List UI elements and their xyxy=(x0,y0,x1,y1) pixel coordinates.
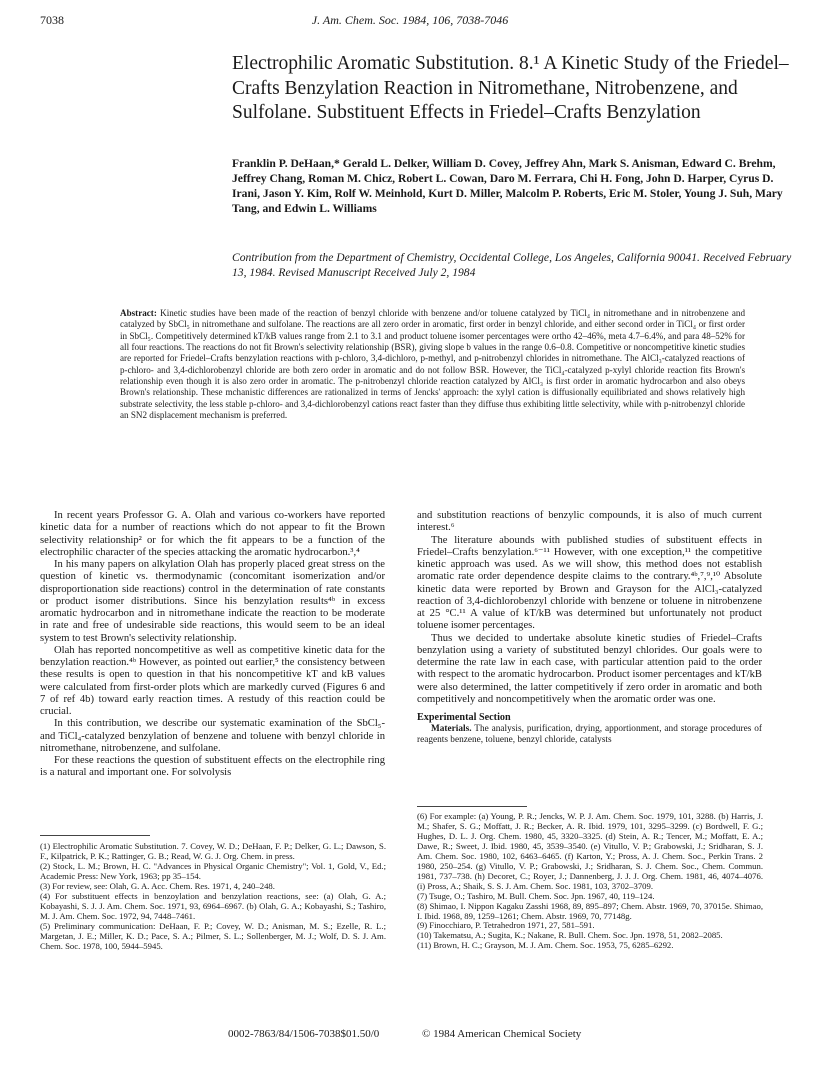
footnote: (6) For example: (a) Young, P. R.; Jencks, W. P. J. Am. Chem. Soc. 1979, 101, 3288. (b) Harris, J. M.; Shafer, S. G.; Moffatt, J. R.; Becker, A. R. Ibid. 1979, 101, 3295–3299. (c) Bordwell, F. G.; Hughes, D. L. J. Org. Chem. 1980, 45, 3320–3325. (d) Stein, A. R.; Tencer, M.; Moffatt, E. A.; Dawe, R.; Sweet, J. Ibid. 1980, 45, 3539–3540. (e) Vitullo, V. P.; Grabowski, J.; Sridharan, S. J. Am. Chem. Soc. 1980, 102, 6463–6465. (f) Karton, Y.; Pross, A. J. Chem. Soc., Perkin Trans. 2 1980, 250–254. (g) Vitullo, V. P.; Grabowski, J.; Sridharan, S. J. Chem. Soc., Chem. Commun. 1981, 737–738. (h) Decoret, C.; Royer, J.; Dannenberg, J. J. J. Org. Chem. 1981, 46, 4074–4076. (i) Pross, A.; Shaik, S. S. J. Am. Chem. Soc. 1981, 103, 3702–3709. xyxy=(417,811,763,891)
experimental-text: The analysis, purification, drying, apportionment, and storage procedures of reagents benzene, toluene, benzyl chloride, catalysts xyxy=(417,724,762,746)
footnotes-right xyxy=(417,812,763,951)
footnote-divider xyxy=(417,806,527,807)
body-paragraph: In his many papers on alkylation Olah has properly placed great stress on the question of kinetic vs. thermodynamic (concomitant isomerization and/or disproportionation side reactions) control in the determination of rate constants or product isomer distributions. Since his benzylation results⁴ᵇ in excess aromatic hydrocarbon and in nitromethane indicate the reaction to be moderate in rate and free of undesirable side reactions, this would seem to be an ideal system to test Brown's selectivity relationship. xyxy=(40,559,385,644)
body-paragraph: In this contribution, we describe our systematic examination of the SbCl₅- and TiCl₄-catalyzed benzylation of benzene and toluene with benzyl chloride in nitromethane, nitrobenzene, and sulfolane. xyxy=(40,718,385,754)
footnotes-left xyxy=(40,842,386,951)
body-paragraph: and substitution reactions of benzylic compounds, it is also of much current interest.⁶ xyxy=(417,510,762,534)
footnote: (9) Finocchiaro, P. Tetrahedron 1971, 27, 581–591. xyxy=(417,920,595,931)
body-paragraph: The literature abounds with published studies of substituent effects in Friedel–Crafts benzylation.⁶⁻¹¹ However, with one exception,¹¹ the competitive kinetic approach was used. As we will show, this method does not establish aromatic rate order dependence despite claims to the contrary.⁴ᵇ,⁷,⁹,¹⁰ Absolute kinetic data were reported by Brown and Grayson for the AlCl₃-catalyzed reaction of 3,4-dichlorobenzyl chloride with benzene or toluene in nitrobenzene at 25 °C.¹¹ A value of kT/kB was determined but unfortunately not product toluene isomer percentages. xyxy=(417,534,762,632)
body-paragraph: In recent years Professor G. A. Olah and various co-workers have reported kinetic data for a number of reactions which do not appear to fit the Brown selectivity relationship² or for which the fit appears to be a function of the electrophilic character of the species attacking the aromatic hydrocarbon.³,⁴ xyxy=(40,510,385,558)
article-code: 0002-7863/84/1506-7038$01.50/0 xyxy=(228,1028,380,1040)
body-column-left xyxy=(40,510,385,780)
abstract-label: Abstract: xyxy=(120,308,157,318)
body-paragraph: Thus we decided to undertake absolute kinetic studies of Friedel–Crafts benzylation using a variety of substituted benzyl chlorides. Our goals were to determine the rate law in each case, with particular attention paid to the order with respect to the aromatic hydrocarbon. Product isomer percentages and kT/kB were also determined, the latter competitively if zero order in aromatic and both competitively and noncompetitively when the aromatic order was one. xyxy=(417,632,762,705)
footnote: (3) For review, see: Olah, G. A. Acc. Chem. Res. 1971, 4, 240–248. xyxy=(40,880,275,891)
abstract xyxy=(120,308,745,421)
footnote: (4) For substituent effects in benzoylation and benzylation reactions, see: (a) Olah, G. A.; Kobayashi, S. J. J. Am. Chem. Soc. 1971, 93, 6964–6967. (b) Olah, G. A.; Kobayashi, S.; Tashiro, M. J. Am. Chem. Soc. 1972, 94, 7448–7461. xyxy=(40,890,386,921)
body-paragraph: Olah has reported noncompetitive as well as competitive kinetic data for the benzylation reaction.⁴ᵇ However, as pointed out earlier,⁵ the consistency between these results is open to question in that his noncompetitive kT and kB values were calculated from first-order plots which are markedly curved (Figures 6 and 7 of ref 4b) toward early reaction times. A restudy of this reaction could be crucial. xyxy=(40,644,385,717)
page-number: 7038 xyxy=(40,13,64,27)
footnote: (5) Preliminary communication: DeHaan, F. P.; Covey, W. D.; Anisman, M. S.; Ezelle, R. L.; Margetan, J. E.; Miller, K. D.; Pace, S. A.; Pilmer, S. L.; Sollenberger, M. J.; Wolf, D. S. J. Am. Chem. Soc. 1978, 100, 5944–5945. xyxy=(40,920,386,951)
section-heading: Experimental Section xyxy=(417,712,511,723)
journal-citation: J. Am. Chem. Soc. 1984, 106, 7038-7046 xyxy=(311,13,509,27)
article-title: Electrophilic Aromatic Substitution. 8.¹ A Kinetic Study of the Friedel–Crafts Benzylation Reaction in Nitromethane, Nitrobenzene, and Sulfolane. Substituent Effects in Friedel–Crafts Benzylation xyxy=(232,53,789,123)
abstract-text: Kinetic studies have been made of the reaction of benzyl chloride with benzene and/or toluene catalyzed by TiCl₄ in nitromethane and in nitrobenzene and catalyzed by SbCl₅ in nitromethane and sulfolane. The reactions are all zero order in aromatic, first order in benzyl chloride, and either second order in TiCl₄ or first order in SbCl₅. Competitively determined kT/kB values range from 2.1 to 3.1 and product toluene isomer percentages were ortho 42–46%, meta 4.7–6.4%, and para 48–52% for all four reactions. The reactions do not fit Brown's selectivity relationship (BSR), giving slope b values in the range 0.6–0.8. Competitive or noncompetitive kinetic studies are reported for Friedel–Crafts benzylation reactions with p-chloro, 3,4-dichloro, p-methyl, and p-nitrobenzyl chlorides in nitromethane. The AlCl₃-catalyzed reactions of p-chloro- and 3,4-dichlorobenzyl chloride are both zero order in aromatic and do not follow BSR. However, the TiCl₄-catalyzed p-xylyl chloride reaction fits Brown's relationship even though it is also zero order in aromatic. The p-nitrobenzyl chloride reaction catalyzed by AlCl₃ is first order in aromatic hydrocarbon and also obeys Brown's relationship. These mchanistic differences are rationalized in terms of Jencks' approach: the xylyl cation is diffusionally equilibriated and shows relatively high substrate selectivity, the less stable p-chloro- and 3,4-dichlorobenzyl cations react faster than they diffuse thus exhibiting little selectivity, while with p-nitrobenzyl chloride an SN2 displacement mechanism is preferred. xyxy=(120,308,746,421)
experimental-paragraph xyxy=(417,724,762,746)
runin-heading: Materials. xyxy=(431,724,472,735)
affiliation: Contribution from the Department of Chemistry, Occidental College, Los Angeles, California 90041. Received February 13, 1984. Revised Manuscript Received July 2, 1984 xyxy=(232,251,792,279)
footnote: (8) Shimao, I. Nippon Kagaku Zasshi 1968, 89, 895–897; Chem. Abstr. 1969, 70, 37015e. Shimao, I. Ibid. 1968, 89, 1259–1261; Chem. Abstr. 1969, 70, 77148g. xyxy=(417,900,763,921)
body-column-right xyxy=(417,510,762,746)
copyright: © 1984 American Chemical Society xyxy=(422,1028,582,1040)
footnote: (1) Electrophilic Aromatic Substitution. 7. Covey, W. D.; DeHaan, F. P.; Delker, G. L.; Dawson, S. F., Kilpatrick, P. K.; Rattinger, G. B.; Read, W. G. J. Org. Chem. in press. xyxy=(40,841,386,861)
footnote-divider xyxy=(40,835,150,836)
author-list: Franklin P. DeHaan,* Gerald L. Delker, William D. Covey, Jeffrey Ahn, Mark S. Anisman, Edward C. Brehm, Jeffrey Chang, Roman M. Chicz, Robert L. Cowan, Daro M. Ferrara, Chi H. Fong, John D. Harper, Cyrus D. Irani, Jason Y. Kim, Rolf W. Meinhold, Kurt D. Miller, Malcolm P. Roberts, Eric M. Stoler, Young J. Suh, Mary Tang, and Edwin L. Williams xyxy=(232,157,783,215)
footnote: (10) Takematsu, A.; Sugita, K.; Nakane, R. Bull. Chem. Soc. Jpn. 1978, 51, 2082–2085. xyxy=(417,930,723,941)
footnote: (11) Brown, H. C.; Grayson, M. J. Am. Chem. Soc. 1953, 75, 6285–6292. xyxy=(417,940,674,951)
footnote: (7) Tsuge, O.; Tashiro, M. Bull. Chem. Soc. Jpn. 1967, 40, 119–124. xyxy=(417,890,655,901)
footnote: (2) Stock, L. M.; Brown, H. C. "Advances in Physical Organic Chemistry"; Vol. 1, Gold, V., Ed.; Academic Press: New York, 1963; pp 35–154. xyxy=(40,860,386,881)
body-paragraph: For these reactions the question of substituent effects on the electrophile ring is a natural and important one. For solvolysis xyxy=(40,755,385,779)
